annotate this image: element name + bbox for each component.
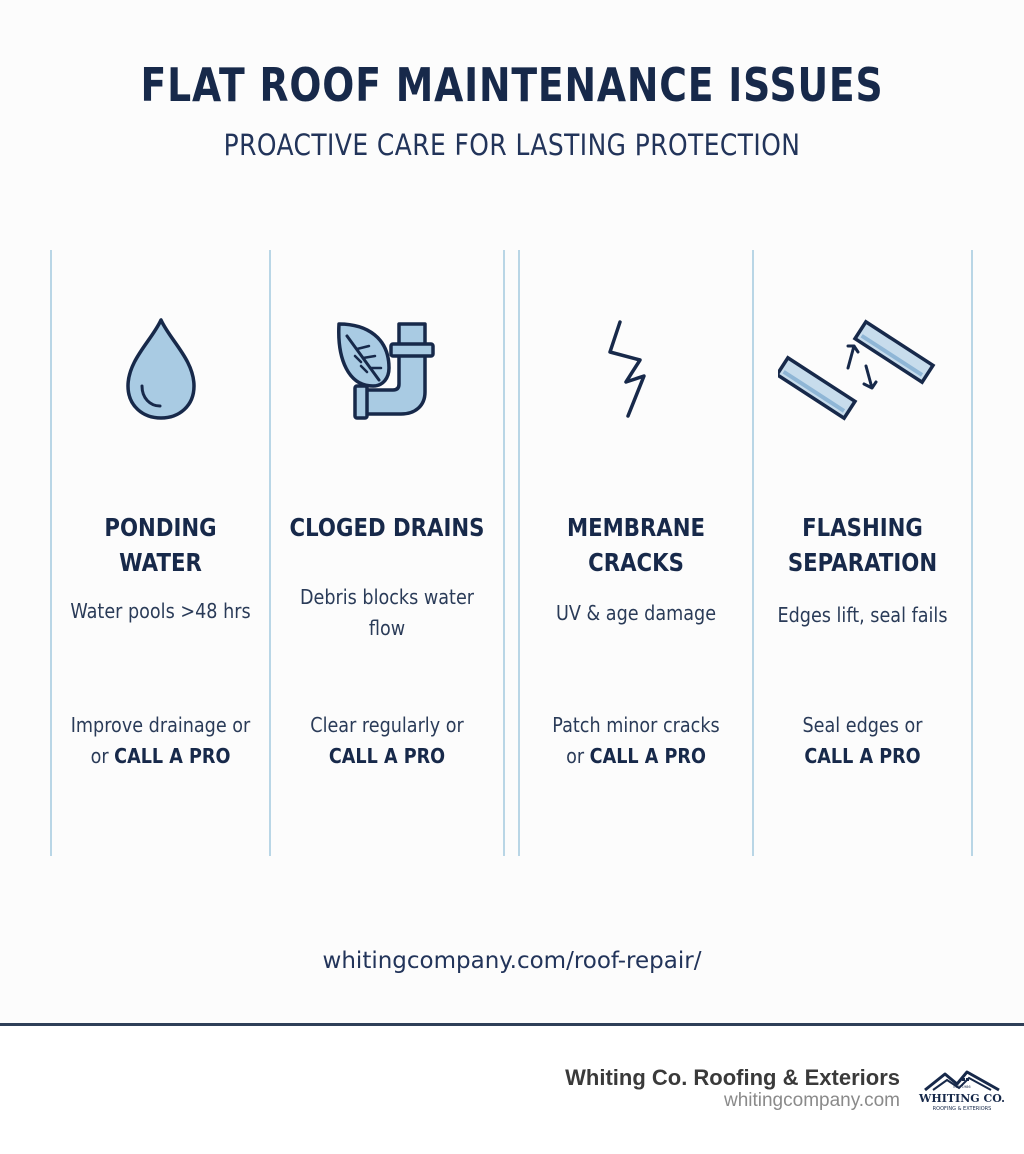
crack-icon (520, 316, 752, 426)
issue-column-cloged-drains (271, 250, 503, 856)
water-drop-icon (52, 316, 269, 426)
issue-heading: FLASHING SEPARATION (787, 513, 938, 577)
call-a-pro-label: CALL A PRO (804, 744, 921, 768)
leaf-pipe-icon (271, 316, 503, 426)
issue-heading: PONDING WATER (104, 513, 217, 577)
svg-text:EST. 1986: EST. 1986 (953, 1085, 971, 1089)
flashing-separation-icon (754, 316, 971, 426)
issue-column-flashing-separation (754, 250, 971, 856)
page-title: FLAT ROOF MAINTENANCE ISSUES (140, 58, 884, 112)
divider (971, 250, 973, 856)
svg-text:ROOFING & EXTERIORS: ROOFING & EXTERIORS (932, 1106, 992, 1112)
issue-column-ponding-water (52, 250, 269, 856)
issue-heading: CLOGED DRAINS (289, 513, 485, 542)
issue-column-membrane-cracks (520, 250, 752, 856)
issue-action: Seal edges or CALL A PRO (802, 713, 923, 768)
call-a-pro-label: CALL A PRO (328, 744, 446, 768)
page-subtitle: PROACTIVE CARE FOR LASTING PROTECTION (223, 128, 801, 162)
issue-action: Patch minor cracks or CALL A PRO (552, 713, 720, 768)
company-domain[interactable]: whitingcompany.com (723, 1090, 900, 1111)
issue-action: Clear regularly or CALL A PRO (310, 713, 464, 768)
svg-text:WHITING CO.: WHITING CO. (918, 1092, 1006, 1105)
issue-action: Improve drainage or or CALL A PRO (70, 713, 251, 768)
company-logo (917, 1066, 1007, 1116)
issue-description: Water pools >48 hrs (70, 599, 251, 623)
issue-heading: MEMBRANE CRACKS (566, 513, 706, 577)
call-a-pro-label: CALL A PRO (589, 744, 706, 768)
call-a-pro-label: CALL A PRO (114, 744, 231, 768)
issue-description: UV & age damage (555, 601, 717, 625)
issue-description: Debris blocks water flow (299, 585, 475, 640)
roof-repair-link[interactable]: whitingcompany.com/roof-repair/ (322, 948, 702, 974)
issue-description: Edges lift, seal fails (777, 603, 948, 627)
divider (503, 250, 505, 856)
company-name: Whiting Co. Roofing & Exteriors (565, 1065, 900, 1090)
